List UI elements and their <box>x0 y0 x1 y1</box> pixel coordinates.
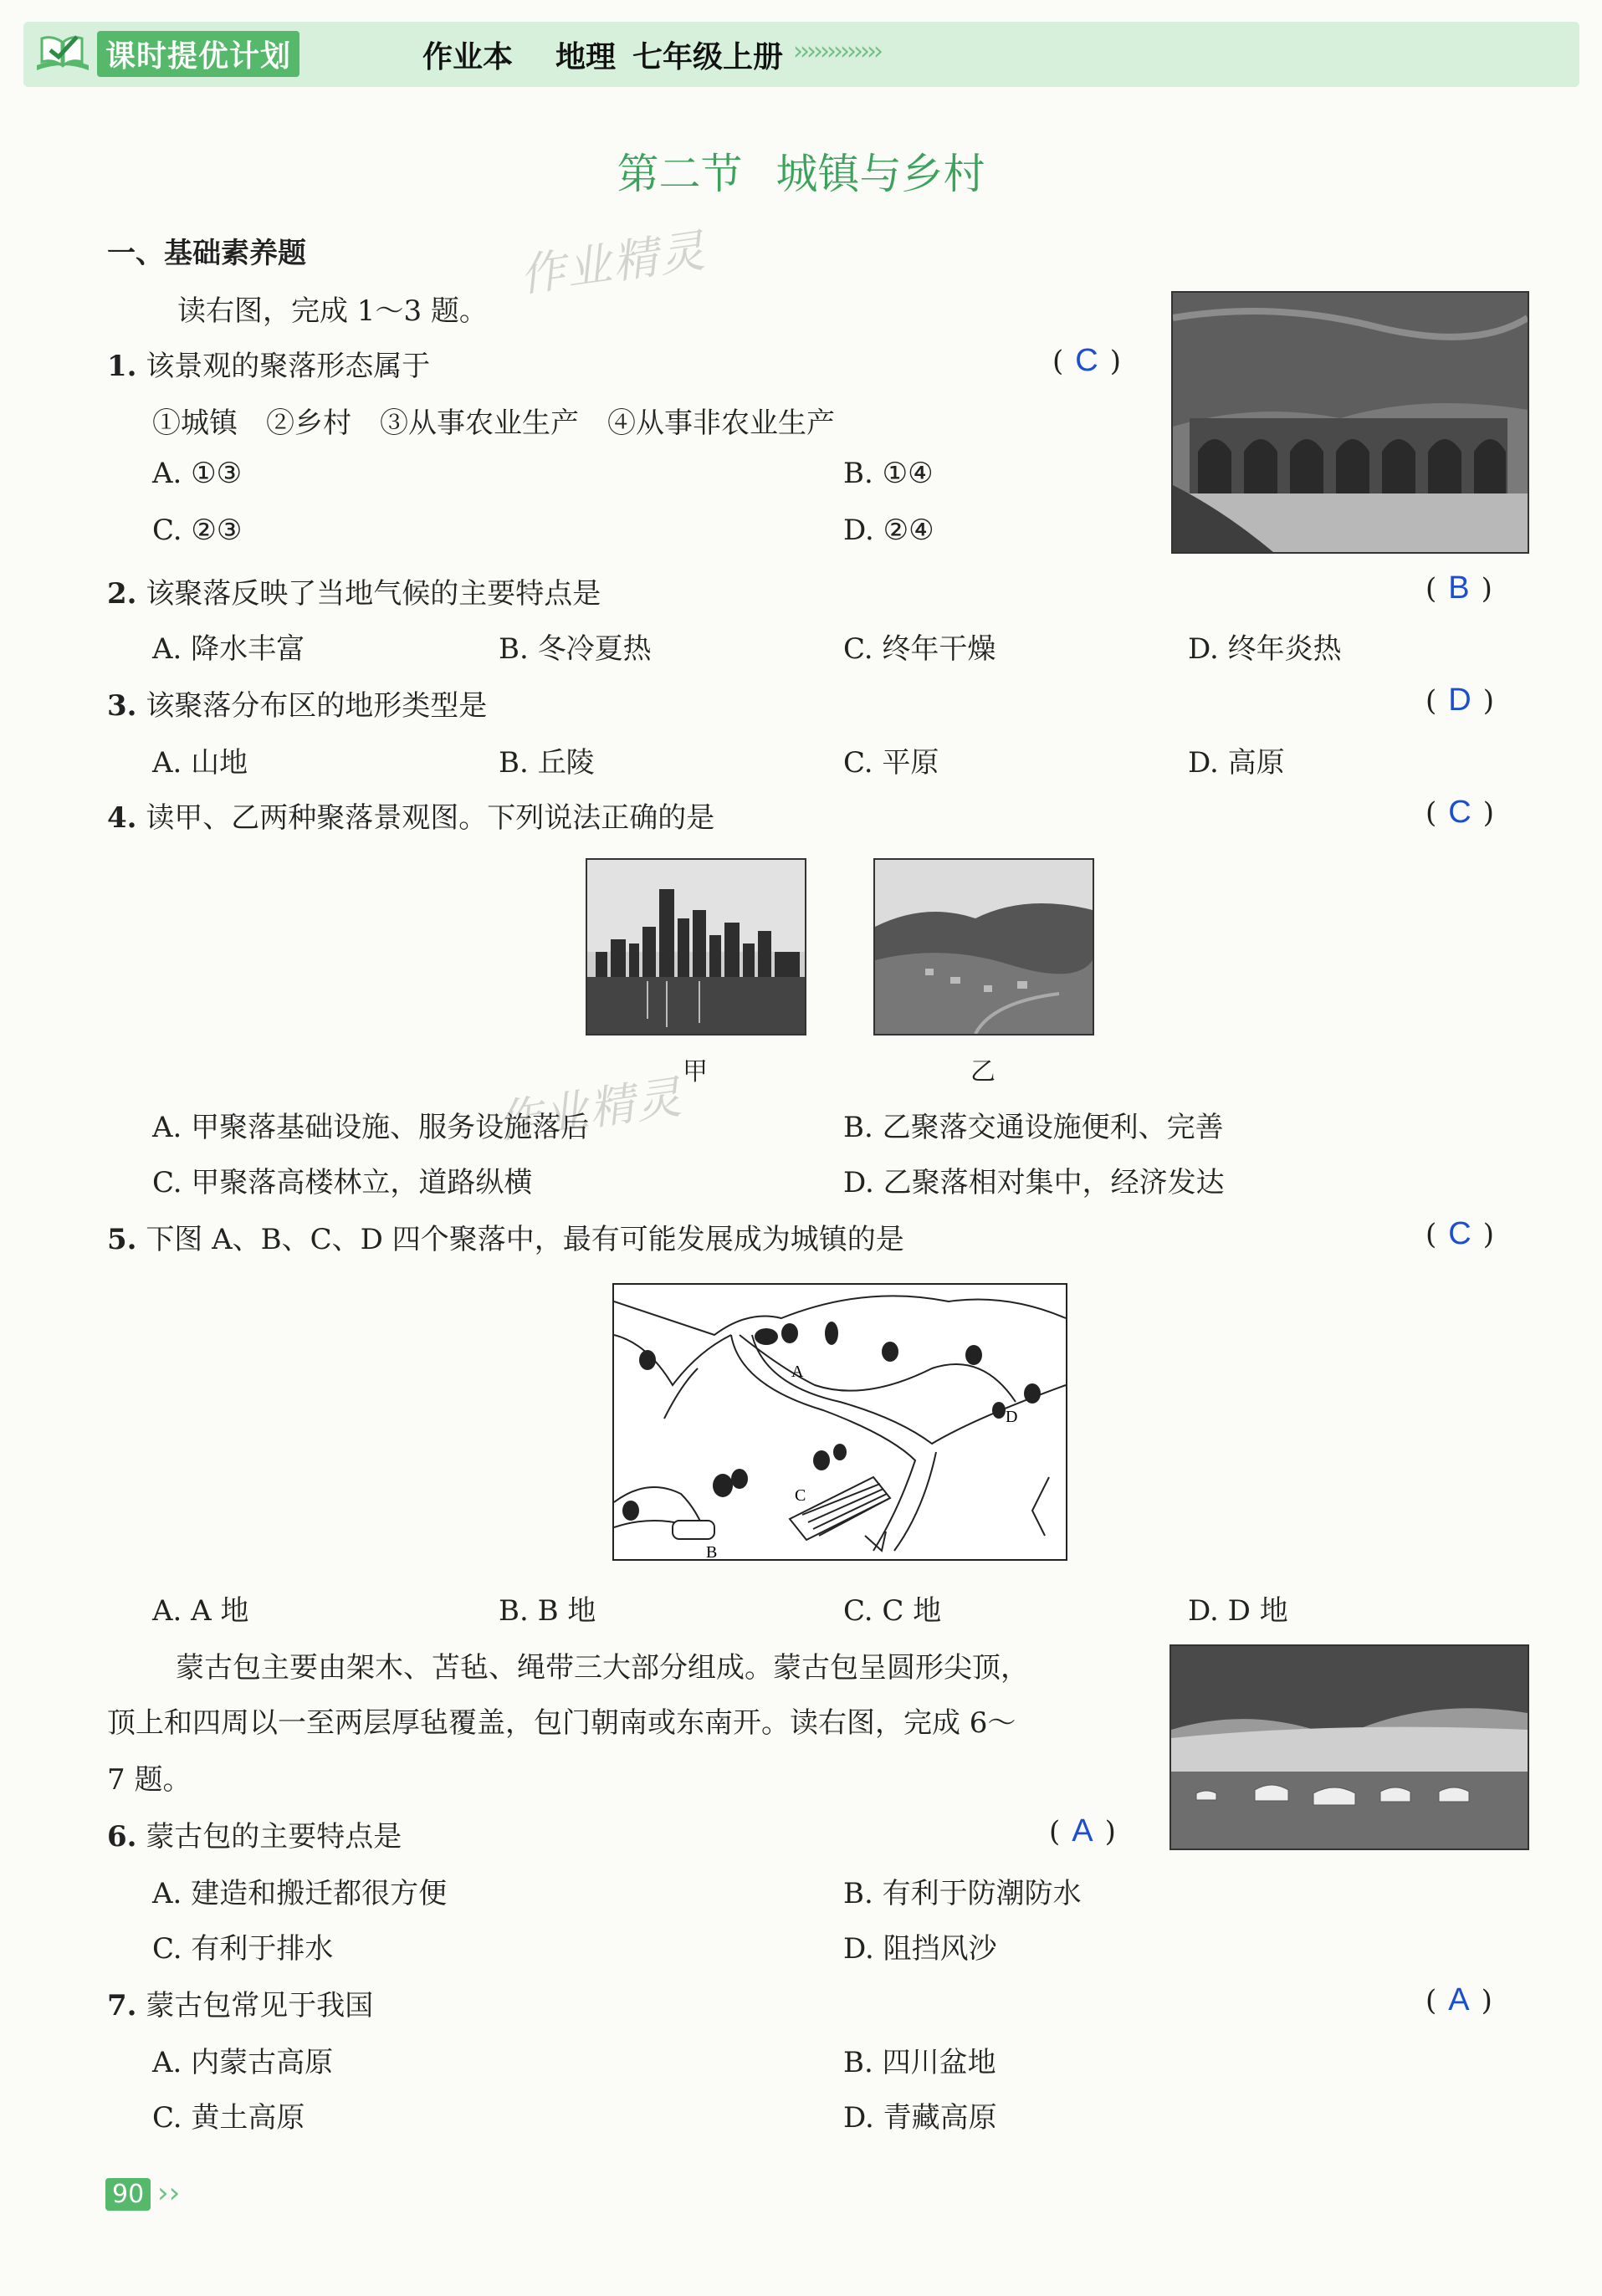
question-6 <box>107 1813 402 1854</box>
option-a: A. 甲聚落基础设施、服务设施落后 <box>152 1111 590 1144</box>
answer-bracket: ( D ) <box>1425 683 1494 718</box>
page-title <box>0 141 1602 201</box>
answer-bracket: ( B ) <box>1425 570 1492 606</box>
question-stem: 该聚落反映了当地气候的主要特点是 <box>146 577 601 611</box>
option-c: C. 黄土高原 <box>152 2101 305 2135</box>
map-label-a: A <box>791 1363 804 1381</box>
watermark: 作业精灵 <box>516 223 709 303</box>
question-2 <box>107 570 601 611</box>
answer: C <box>1448 795 1471 830</box>
question-number: 3. <box>107 689 137 723</box>
question-number: 1. <box>107 350 137 383</box>
question-7 <box>107 1982 373 2023</box>
option-b: B. 乙聚落交通设施便利、完善 <box>843 1111 1224 1144</box>
option-c: C. ②③ <box>152 514 243 547</box>
option-a: A. 建造和搬迁都很方便 <box>152 1877 448 1910</box>
answer: B <box>1448 570 1470 606</box>
option-d: D. D 地 <box>1188 1594 1288 1628</box>
option-d: D. ②④ <box>843 514 934 547</box>
passage-line-3: 7 题。 <box>107 1763 192 1797</box>
book-icon <box>33 32 92 75</box>
option-d: D. 高原 <box>1188 746 1285 780</box>
option-a: A. A 地 <box>152 1594 249 1628</box>
option-d: D. 乙聚落相对集中，经济发达 <box>843 1166 1225 1199</box>
question-number: 7. <box>107 1989 137 2022</box>
answer-bracket: ( A ) <box>1425 1982 1492 2017</box>
title-section: 第二节 <box>617 150 743 198</box>
section-heading: 一、基础素养题 <box>107 237 306 270</box>
question-stem: 下图 A、B、C、D 四个聚落中，最有可能发展成为城镇的是 <box>146 1223 904 1256</box>
question-stem: 该景观的聚落形态属于 <box>146 350 431 383</box>
option-d: D. 青藏高原 <box>843 2101 997 2135</box>
question-number: 2. <box>107 577 137 611</box>
cave-dwelling-photo <box>1171 291 1529 554</box>
question-3 <box>107 683 487 724</box>
grade: 七年级上册 <box>632 40 784 74</box>
question-stem: 蒙古包的主要特点是 <box>146 1820 402 1854</box>
book-type: 作业本 <box>422 40 514 74</box>
question-1 <box>107 343 430 384</box>
passage-line-2: 顶上和四周以一至两层厚毡覆盖，包门朝南或东南开。读右图，完成 6～ <box>107 1706 1016 1740</box>
watermark: 作业精灵 <box>493 1070 686 1149</box>
question-stem: 蒙古包常见于我国 <box>146 1989 374 2022</box>
option-b: B. 四川盆地 <box>843 2046 996 2079</box>
option-c: C. 平原 <box>843 746 939 780</box>
answer-bracket: ( C ) <box>1052 343 1121 378</box>
option-a: A. 降水丰富 <box>152 632 305 666</box>
answer: A <box>1448 1982 1470 2017</box>
map-label-b: B <box>706 1543 718 1559</box>
option-c: C. 终年干燥 <box>843 632 996 666</box>
question-number: 5. <box>107 1223 137 1256</box>
option-b: B. ①④ <box>843 457 934 490</box>
brand-logo <box>33 27 299 80</box>
option-b: B. 有利于防潮防水 <box>843 1877 1082 1910</box>
map-label-d: D <box>1006 1408 1018 1426</box>
option-a: A. 内蒙古高原 <box>152 2046 334 2079</box>
option-a: A. ①③ <box>152 457 243 490</box>
option-c: C. 有利于排水 <box>152 1932 334 1966</box>
question-stem: 读甲、乙两种聚落景观图。下列说法正确的是 <box>146 801 715 835</box>
settlement-map <box>612 1283 1067 1561</box>
village-photo <box>873 858 1094 1036</box>
brand-name: 课时提优计划 <box>97 31 299 77</box>
page-number: 90 <box>105 2178 151 2211</box>
answer-bracket: ( A ) <box>1049 1813 1116 1849</box>
question-5 <box>107 1216 904 1257</box>
question-4 <box>107 795 714 836</box>
answer: C <box>1075 343 1098 378</box>
option-a: A. 山地 <box>152 746 248 780</box>
question-number: 4. <box>107 801 137 835</box>
answer: D <box>1448 683 1471 718</box>
question-stem: 该聚落分布区的地形类型是 <box>146 689 488 723</box>
question-number: 6. <box>107 1820 137 1854</box>
option-b: B. 丘陵 <box>499 746 595 780</box>
answer-bracket: ( C ) <box>1425 1216 1494 1251</box>
option-c: C. 甲聚落高楼林立，道路纵横 <box>152 1166 533 1199</box>
option-d: D. 终年炎热 <box>1188 632 1342 666</box>
subject: 地理 <box>555 40 617 74</box>
title-name: 城镇与乡村 <box>775 150 985 198</box>
chevron-decoration: ››››››››››››› <box>793 37 880 66</box>
city-skyline-photo <box>586 858 806 1036</box>
map-label-c: C <box>795 1486 806 1505</box>
option-b: B. B 地 <box>499 1594 596 1628</box>
answer: C <box>1448 1216 1471 1251</box>
option-c: C. C 地 <box>843 1594 942 1628</box>
option-d: D. 阻挡风沙 <box>843 1932 997 1966</box>
option-b: B. 冬冷夏热 <box>499 632 652 666</box>
chevron-icon: ›› <box>157 2176 181 2210</box>
passage-line-1: 蒙古包主要由架木、苫毡、绳带三大部分组成。蒙古包呈圆形尖顶， <box>176 1651 1029 1685</box>
statements: ①城镇 ②乡村 ③从事农业生产 ④从事非农业生产 <box>152 407 835 440</box>
yurt-photo <box>1170 1644 1529 1850</box>
answer-bracket: ( C ) <box>1425 795 1494 830</box>
caption-jia: 甲 <box>683 1057 708 1087</box>
intro-1-3: 读右图，完成 1～3 题。 <box>177 294 488 328</box>
answer: A <box>1072 1813 1093 1849</box>
caption-yi: 乙 <box>970 1057 995 1087</box>
